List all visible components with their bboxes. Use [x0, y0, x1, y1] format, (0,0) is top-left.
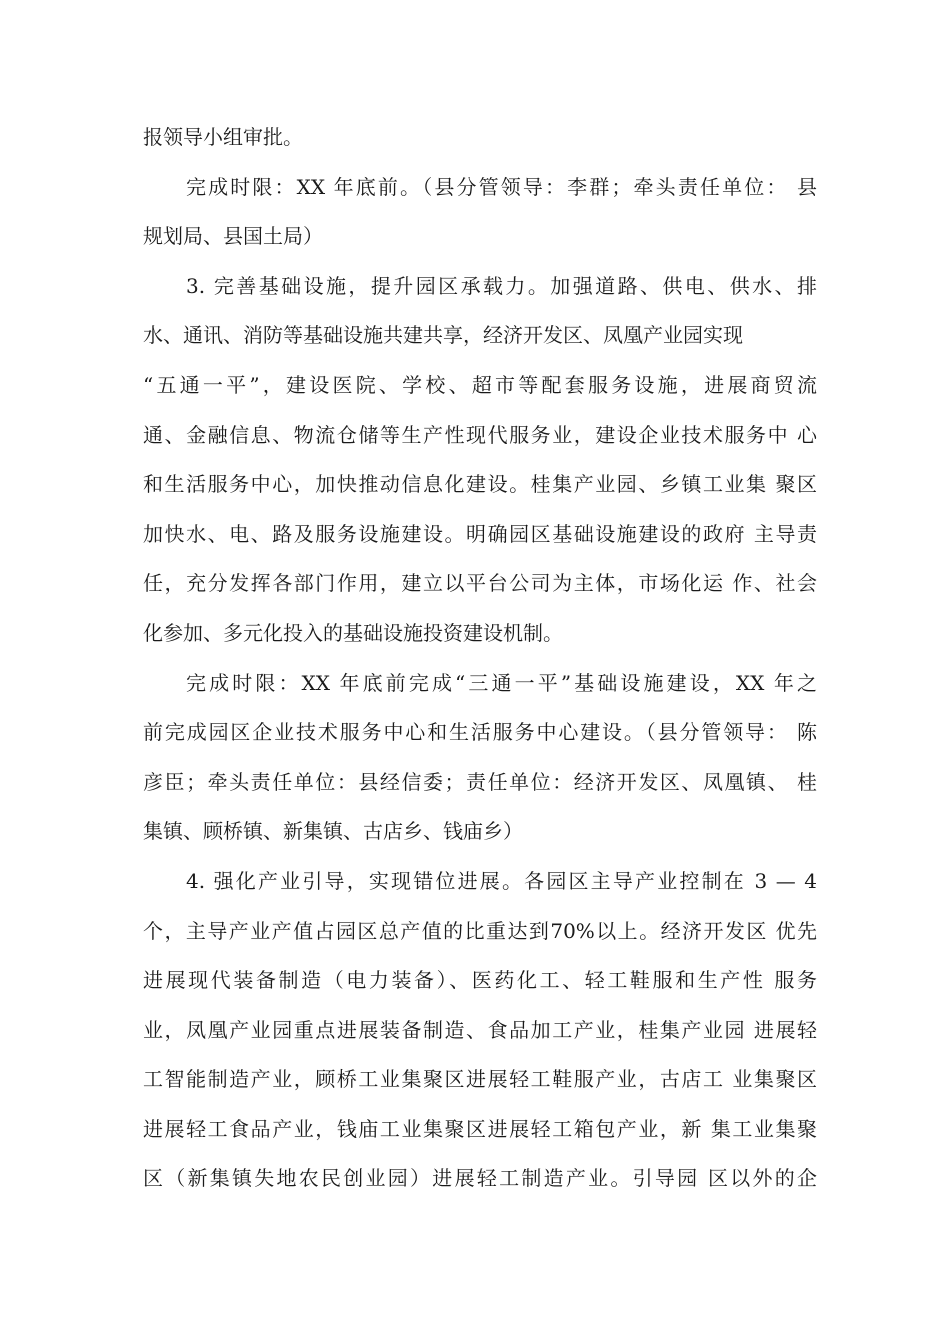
- text-line: 完成时限：XX 年底前完成“三通一平”基础设施建设，XX 年之: [186, 670, 817, 695]
- text-line: 和生活服务中心，加快推动信息化建设。桂集产业园、乡镇工业集 聚区: [143, 472, 817, 497]
- text-line: 完成时限：XX 年底前。（县分管领导：李群；牵头责任单位： 县: [186, 174, 817, 199]
- text-line: 加快水、电、路及服务设施建设。明确园区基础设施建设的政府 主导责: [143, 521, 817, 546]
- text-line: “五通一平”，建设医院、学校、超市等配套服务设施，进展商贸流: [143, 372, 817, 397]
- text-line: 化参加、多元化投入的基础设施投资建设机制。: [143, 620, 563, 645]
- text-line: 4. 强化产业引导，实现错位进展。各园区主导产业控制在 3 — 4: [186, 868, 817, 893]
- text-line: 集镇、顾桥镇、新集镇、古店乡、钱庙乡）: [143, 819, 523, 844]
- text-line: 水、通讯、消防等基础设施共建共享，经济开发区、凤凰产业园实现: [143, 323, 743, 348]
- text-line: 进展轻工食品产业，钱庙工业集聚区进展轻工箱包产业，新 集工业集聚: [143, 1116, 817, 1141]
- text-line: 彦臣；牵头责任单位：县经信委；责任单位：经济开发区、凤凰镇、 桂: [143, 769, 817, 794]
- text-line: 进展现代装备制造（电力装备）、医药化工、轻工鞋服和生产性 服务: [143, 968, 817, 993]
- text-line: 个，主导产业产值占园区总产值的比重达到70%以上。经济开发区 优先: [143, 918, 817, 943]
- text-line: 前完成园区企业技术服务中心和生活服务中心建设。（县分管领导： 陈: [143, 720, 817, 745]
- text-line: 区（新集镇失地农民创业园）进展轻工制造产业。引导园 区以外的企: [143, 1166, 817, 1191]
- document-body: [143, 113, 817, 1204]
- text-line: 业，凤凰产业园重点进展装备制造、食品加工产业，桂集产业园 进展轻: [143, 1017, 817, 1042]
- text-line: 工智能制造产业，顾桥工业集聚区进展轻工鞋服产业，古店工 业集聚区: [143, 1067, 817, 1092]
- text-line: 报领导小组审批。: [143, 125, 303, 149]
- text-line: 任，充分发挥各部门作用，建立以平台公司为主体，市场化运 作、社会: [143, 571, 817, 596]
- text-line: 3. 完善基础设施，提升园区承载力。加强道路、供电、供水、排: [186, 273, 817, 298]
- text-line: 通、金融信息、物流仓储等生产性现代服务业，建设企业技术服务中 心: [143, 422, 817, 447]
- text-line: 规划局、县国土局）: [143, 224, 323, 249]
